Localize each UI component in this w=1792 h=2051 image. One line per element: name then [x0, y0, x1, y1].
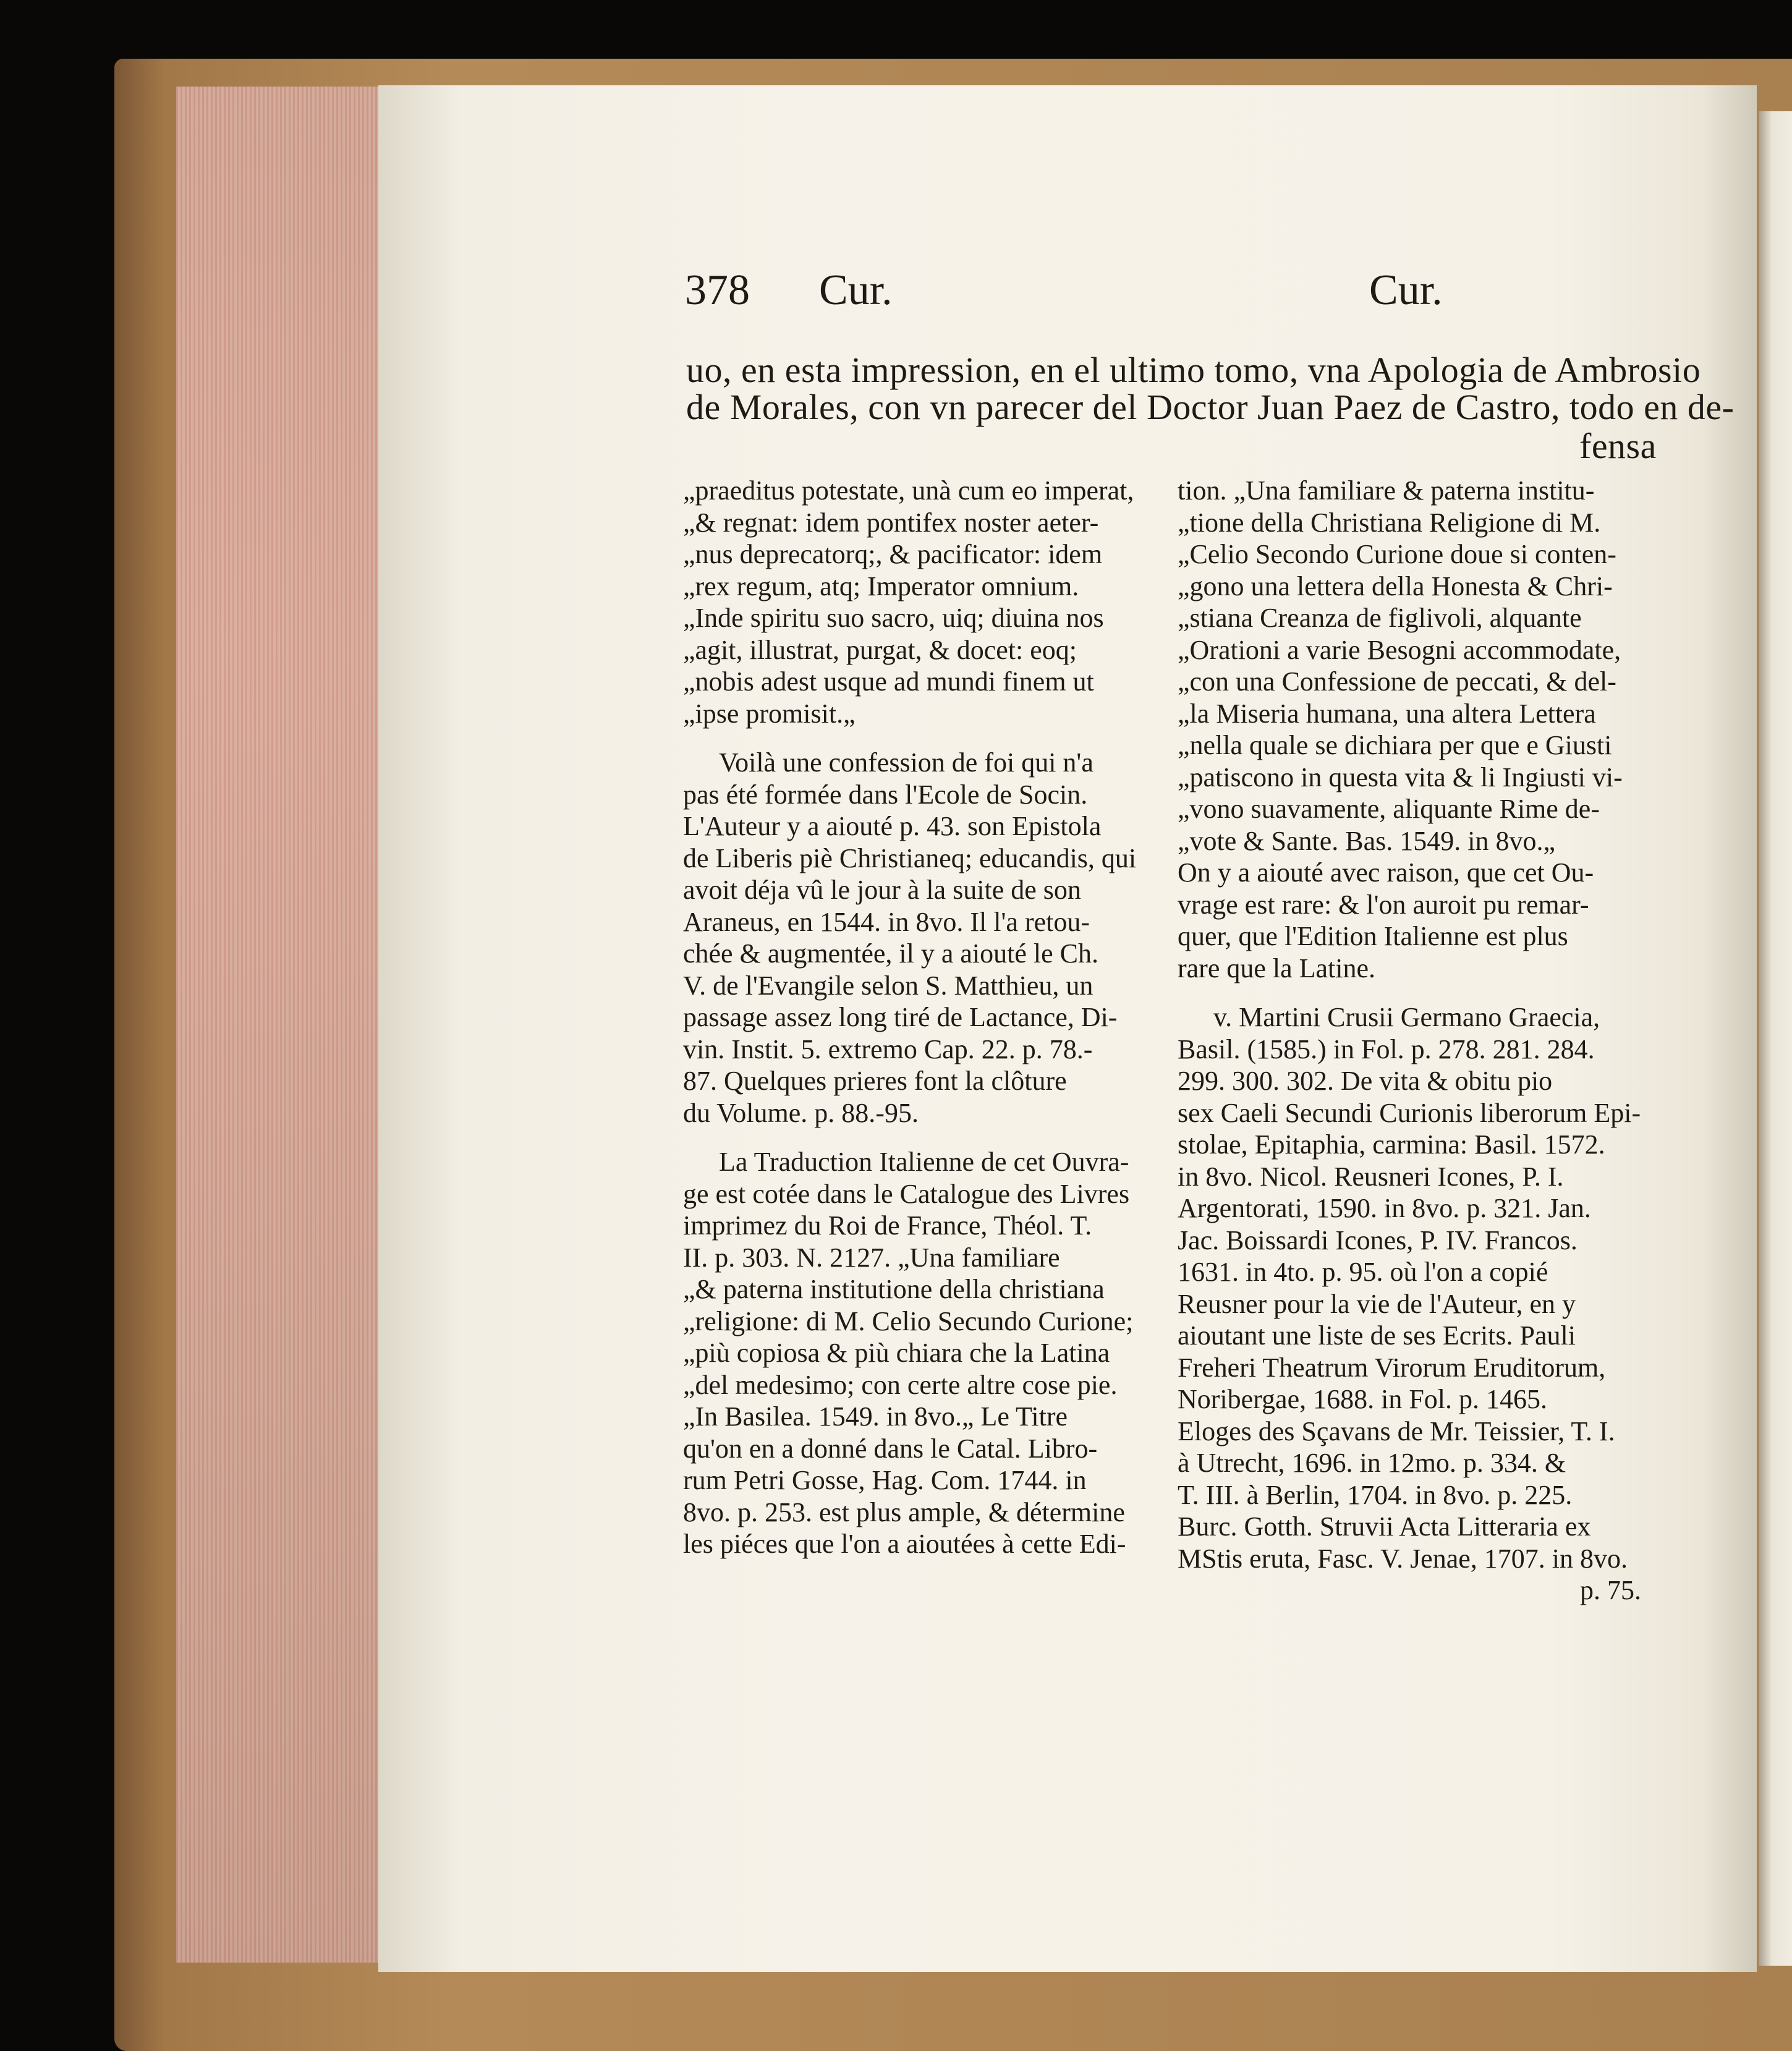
text-line: „con una Confessione de peccati, & del- [1178, 666, 1616, 697]
text-line: „nobis adest usque ad mundi finem ut [683, 666, 1094, 697]
running-head-right: Cur. [1369, 266, 1443, 314]
text-line: „agit, illustrat, purgat, & docet: eoq; [683, 634, 1077, 665]
text-line: „vote & Sante. Bas. 1549. in 8vo.„ [1178, 825, 1556, 856]
text-line: rum Petri Gosse, Hag. Com. 1744. in [683, 1465, 1087, 1495]
text-line: in 8vo. Nicol. Reusneri Icones, P. I. [1178, 1161, 1564, 1192]
catchword: p. 75. [1580, 1575, 1641, 1605]
text-line: „rex regum, atq; Imperator omnium. [683, 571, 1079, 601]
text-line: du Volume. p. 88.-95. [683, 1097, 919, 1128]
text-line: vrage est rare: & l'on auroit pu remar- [1178, 889, 1589, 920]
text-line: „ipse promisit.„ [683, 698, 856, 729]
text-line: „tione della Christiana Religione di M. [1178, 507, 1601, 538]
text-line: La Traduction Italienne de cet Ouvra- [719, 1147, 1129, 1177]
text-line: „praeditus potestate, unà cum eo imperat, [683, 475, 1134, 506]
text-line: stolae, Epitaphia, carmina: Basil. 1572. [1178, 1129, 1605, 1160]
text-line: „gono una lettera della Honesta & Chri- [1178, 571, 1613, 601]
text-line: „stiana Creanza de figlivoli, alquante [1178, 603, 1582, 633]
text-line: „nella quale se dichiara per que e Giusti [1178, 730, 1612, 760]
text-line: v. Martini Crusii Germano Graecia, [1213, 1002, 1600, 1032]
text-line: „più copiosa & più chiara che la Latina [683, 1338, 1110, 1368]
text-line: avoit déja vû le jour à la suite de son [683, 875, 1081, 905]
text-line: de Liberis piè Christianeq; educandis, qui [683, 843, 1137, 873]
page-edges [176, 87, 381, 1963]
text-line: Voilà une confession de foi qui n'a [719, 747, 1093, 778]
text-line: aioutant une liste de ses Ecrits. Pauli [1178, 1320, 1576, 1351]
text-line: 1631. in 4to. p. 95. où l'on a copié [1178, 1257, 1548, 1287]
text-line: ge est cotée dans le Catalogue des Livres [683, 1178, 1130, 1209]
text-line: pas été formée dans l'Ecole de Socin. [683, 779, 1088, 810]
text-line: II. p. 303. N. 2127. „Una familiare [683, 1242, 1060, 1273]
text-line: „& paterna institutione della christiana [683, 1274, 1105, 1304]
text-line: „patiscono in questa vita & li Ingiusti vi- [1178, 762, 1623, 792]
text-line: 299. 300. 302. De vita & obitu pio [1178, 1066, 1553, 1096]
paragraph-gap [1178, 984, 1641, 1001]
top-line-2: de Morales, con vn parecer del Doctor Juan Paez de Castro, todo en de- [686, 387, 1735, 427]
text-line: „vono suavamente, aliquante Rime de- [1178, 794, 1600, 824]
text-line: „Inde spiritu suo sacro, uiq; diuina nos [683, 603, 1104, 633]
text-line: „del medesimo; con certe altre cose pie. [683, 1369, 1118, 1400]
facing-page-edge [1759, 111, 1792, 1966]
page-number: 378 [685, 266, 750, 314]
text-line: V. de l'Evangile selon S. Matthieu, un [683, 970, 1093, 1001]
text-line: On y a aiouté avec raison, que cet Ou- [1178, 857, 1594, 888]
text-line: Eloges des Sçavans de Mr. Teissier, T. I. [1178, 1416, 1615, 1446]
text-line: T. III. à Berlin, 1704. in 8vo. p. 225. [1178, 1479, 1573, 1510]
text-line: „& regnat: idem pontifex noster aeter- [683, 507, 1099, 538]
text-line: à Utrecht, 1696. in 12mo. p. 334. & [1178, 1448, 1566, 1478]
text-line: 8vo. p. 253. est plus ample, & détermine [683, 1497, 1125, 1527]
text-line: quer, que l'Edition Italienne est plus [1178, 921, 1568, 951]
text-line: „religione: di M. Celio Secundo Curione; [683, 1306, 1134, 1336]
text-line: les piéces que l'on a aioutées à cette Edi- [683, 1529, 1126, 1559]
text-line: tion. „Una familiare & paterna institu- [1178, 475, 1595, 506]
top-line-1: uo, en esta impression, en el ultimo tomo, vna Apologia de Ambrosio [686, 350, 1701, 390]
text-line: vin. Instit. 5. extremo Cap. 22. p. 78.- [683, 1034, 1093, 1064]
paragraph-gap [683, 729, 1136, 747]
text-line: Freheri Theatrum Virorum Eruditorum, [1178, 1352, 1606, 1383]
text-line: L'Auteur y a aiouté p. 43. son Epistola [683, 811, 1102, 841]
paragraph-gap [683, 1129, 1136, 1146]
text-line: Araneus, en 1544. in 8vo. Il l'a retou- [683, 906, 1090, 937]
text-line: Burc. Gotth. Struvii Acta Litteraria ex [1178, 1511, 1591, 1542]
text-line: chée & augmentée, il y a aiouté le Ch. [683, 938, 1098, 969]
text-line: „In Basilea. 1549. in 8vo.„ Le Titre [683, 1401, 1068, 1432]
text-line: rare que la Latine. [1178, 953, 1376, 983]
text-line: Jac. Boissardi Icones, P. IV. Francos. [1178, 1225, 1578, 1255]
text-line: passage assez long tiré de Lactance, Di- [683, 1002, 1118, 1032]
text-line: „nus deprecatorq;, & pacificator: idem [683, 539, 1103, 569]
text-line: Reusner pour la vie de l'Auteur, en y [1178, 1288, 1576, 1319]
text-line: „la Miseria humana, una altera Lettera [1178, 698, 1596, 729]
text-line: „Celio Secondo Curione doue si conten- [1178, 539, 1616, 569]
text-line: Argentorati, 1590. in 8vo. p. 321. Jan. [1178, 1193, 1591, 1223]
text-line: 87. Quelques prieres font la clôture [683, 1066, 1067, 1096]
text-line: Basil. (1585.) in Fol. p. 278. 281. 284. [1178, 1034, 1595, 1064]
running-head-left: Cur. [819, 266, 893, 314]
text-line: „Orationi a varie Besogni accommodate, [1178, 634, 1621, 665]
text-line: MStis eruta, Fasc. V. Jenae, 1707. in 8vo. [1178, 1543, 1628, 1574]
text-line: sex Caeli Secundi Curionis liberorum Epi- [1178, 1097, 1641, 1128]
left-column [683, 475, 1136, 1560]
text-line: qu'on en a donné dans le Catal. Libro- [683, 1433, 1098, 1464]
right-column [1178, 475, 1641, 1607]
text-line: Noribergae, 1688. in Fol. p. 1465. [1178, 1384, 1548, 1414]
top-line-3: fensa [1579, 426, 1657, 466]
text-line: imprimez du Roi de France, Théol. T. [683, 1210, 1092, 1241]
